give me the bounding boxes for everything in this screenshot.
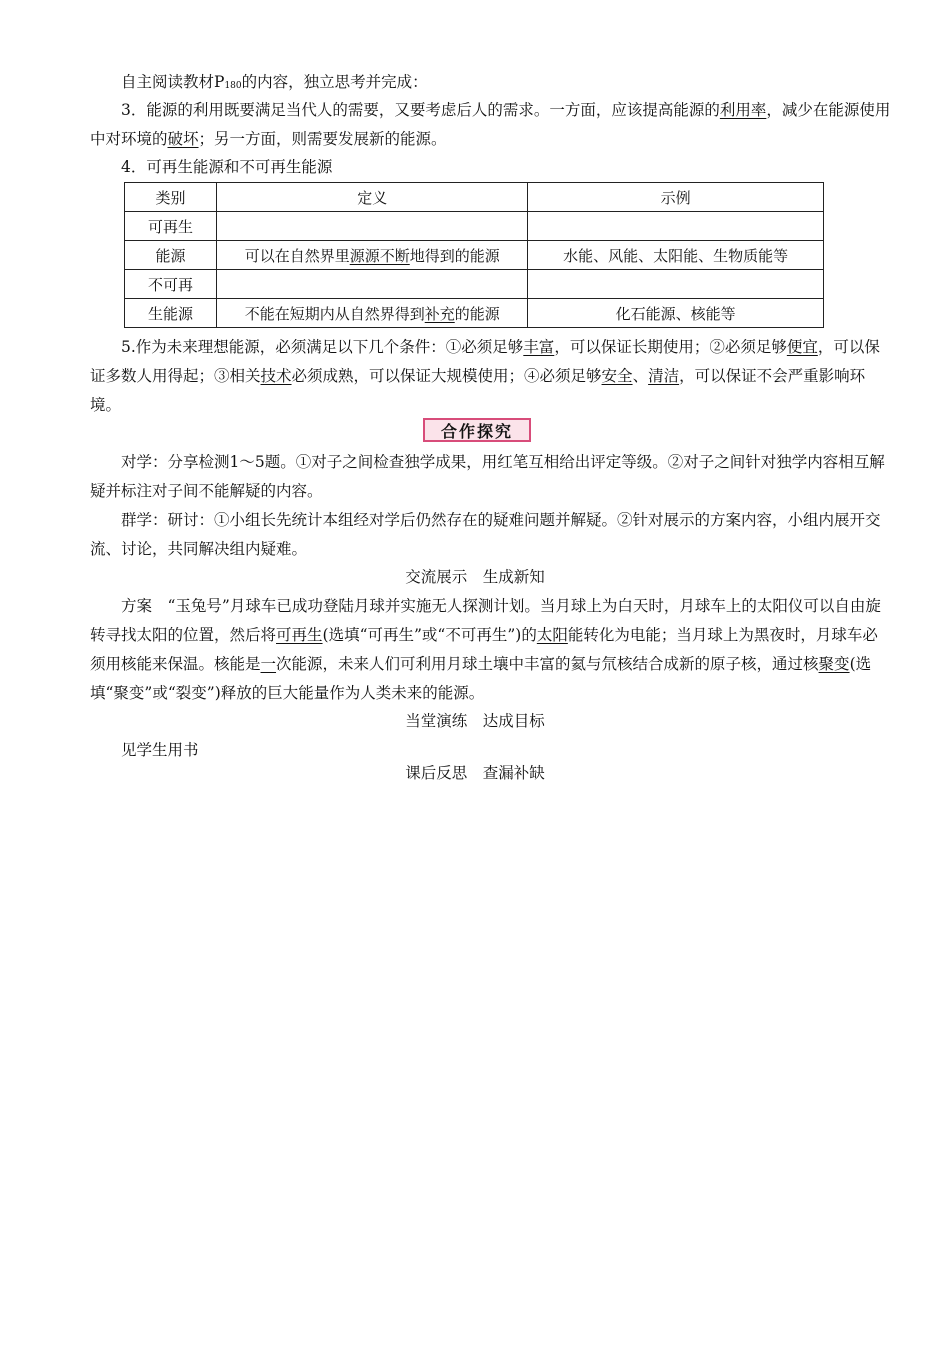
answer-blank: 太阳	[536, 626, 568, 644]
header-category: 类别	[125, 183, 217, 212]
item-3: 3．能源的利用既要满足当代人的需要，又要考虑后人的需求。一方面，应该提高能源的利用率，减少在能源使用中对环境的破坏；另一方面，则需要发展新的能源。	[90, 101, 891, 148]
section-reflect-title: 课后反思 查漏补缺	[405, 764, 545, 782]
page-number: 180	[224, 81, 242, 91]
header-definition: 定义	[217, 183, 528, 212]
renewable-definition: 可以在自然界里源源不断地得到的能源	[217, 241, 528, 270]
renewable-category-line1: 可再生	[125, 212, 217, 241]
nonrenewable-definition: 不能在短期内从自然界得到补充的能源	[217, 299, 528, 328]
plan-paragraph: 方案 “玉兔号”月球车已成功登陆月球并实施无人探测计划。当月球上为白天时，月球车上的太阳仪可以自由旋转寻找太阳的位置，然后将可再生(选填“可再生”或“不可再生”)的太阳能转化为电能；当月球上为黑夜时，月球车必须用核能来保温。核能是一次能源，未来人们可利用月球土壤中丰富的氦与氘核结合成新的原子核，通过核聚变(选填“聚变”或“裂变”)释放的巨大能量作为人类未来的能源。	[90, 597, 881, 702]
table-header-row	[125, 183, 824, 212]
table-row	[125, 241, 824, 270]
nonrenewable-example: 化石能源、核能等	[528, 299, 824, 328]
see-book-note: 见学生用书	[121, 741, 199, 759]
answer-blank: 可再生	[276, 626, 323, 644]
table-row	[125, 212, 824, 241]
item-4-title: 4．可再生能源和不可再生能源	[121, 158, 333, 176]
table-row	[125, 299, 824, 328]
answer-blank: 补充	[424, 304, 455, 323]
table-row	[125, 270, 824, 299]
answer-blank: 丰富	[523, 338, 555, 356]
renewable-example: 水能、风能、太阳能、生物质能等	[528, 241, 824, 270]
answer-blank: 利用率	[719, 101, 767, 119]
group-study: 群学：研讨：①小组长先统计本组经对学后仍然存在的疑难问题并解疑。②针对展示的方案内容，小组内展开交流、讨论，共同解决组内疑难。	[90, 511, 881, 558]
cooperative-inquiry-badge: 合作探究	[423, 418, 531, 442]
pair-study: 对学：分享检测1～5题。①对子之间检查独学成果，用红笔互相给出评定等级。②对子之间针对独学内容相互解疑并标注对子间不能解疑的内容。	[90, 453, 885, 500]
nonrenewable-category-line1: 不可再	[125, 270, 217, 299]
answer-blank: 便宜	[786, 338, 818, 356]
item-5: 5.作为未来理想能源，必须满足以下几个条件：①必须足够丰富，可以保证长期使用；②必须足够便宜，可以保证多数人用得起；③相关技术必须成熟，可以保证大规模使用；④必须足够安全、清洁，可以保证不会严重影响环境。	[90, 338, 880, 414]
answer-blank: 聚变	[818, 655, 850, 673]
answer-blank: 清洁	[648, 367, 680, 385]
answer-blank: 源源不断	[349, 246, 410, 265]
section-exchange-title: 交流展示 生成新知	[405, 568, 545, 586]
header-example: 示例	[528, 183, 824, 212]
answer-blank: 技术	[260, 367, 292, 385]
answer-blank: 安全	[601, 367, 633, 385]
renewable-category-line2: 能源	[125, 241, 217, 270]
energy-table	[124, 182, 824, 328]
intro-line: 自主阅读教材$P_{180}$的内容，独立思考并完成：	[121, 73, 428, 91]
answer-blank: 破坏	[167, 130, 199, 148]
answer-blank: 一	[260, 655, 277, 673]
section-practice-title: 当堂演练 达成目标	[405, 712, 545, 730]
nonrenewable-category-line2: 生能源	[125, 299, 217, 328]
